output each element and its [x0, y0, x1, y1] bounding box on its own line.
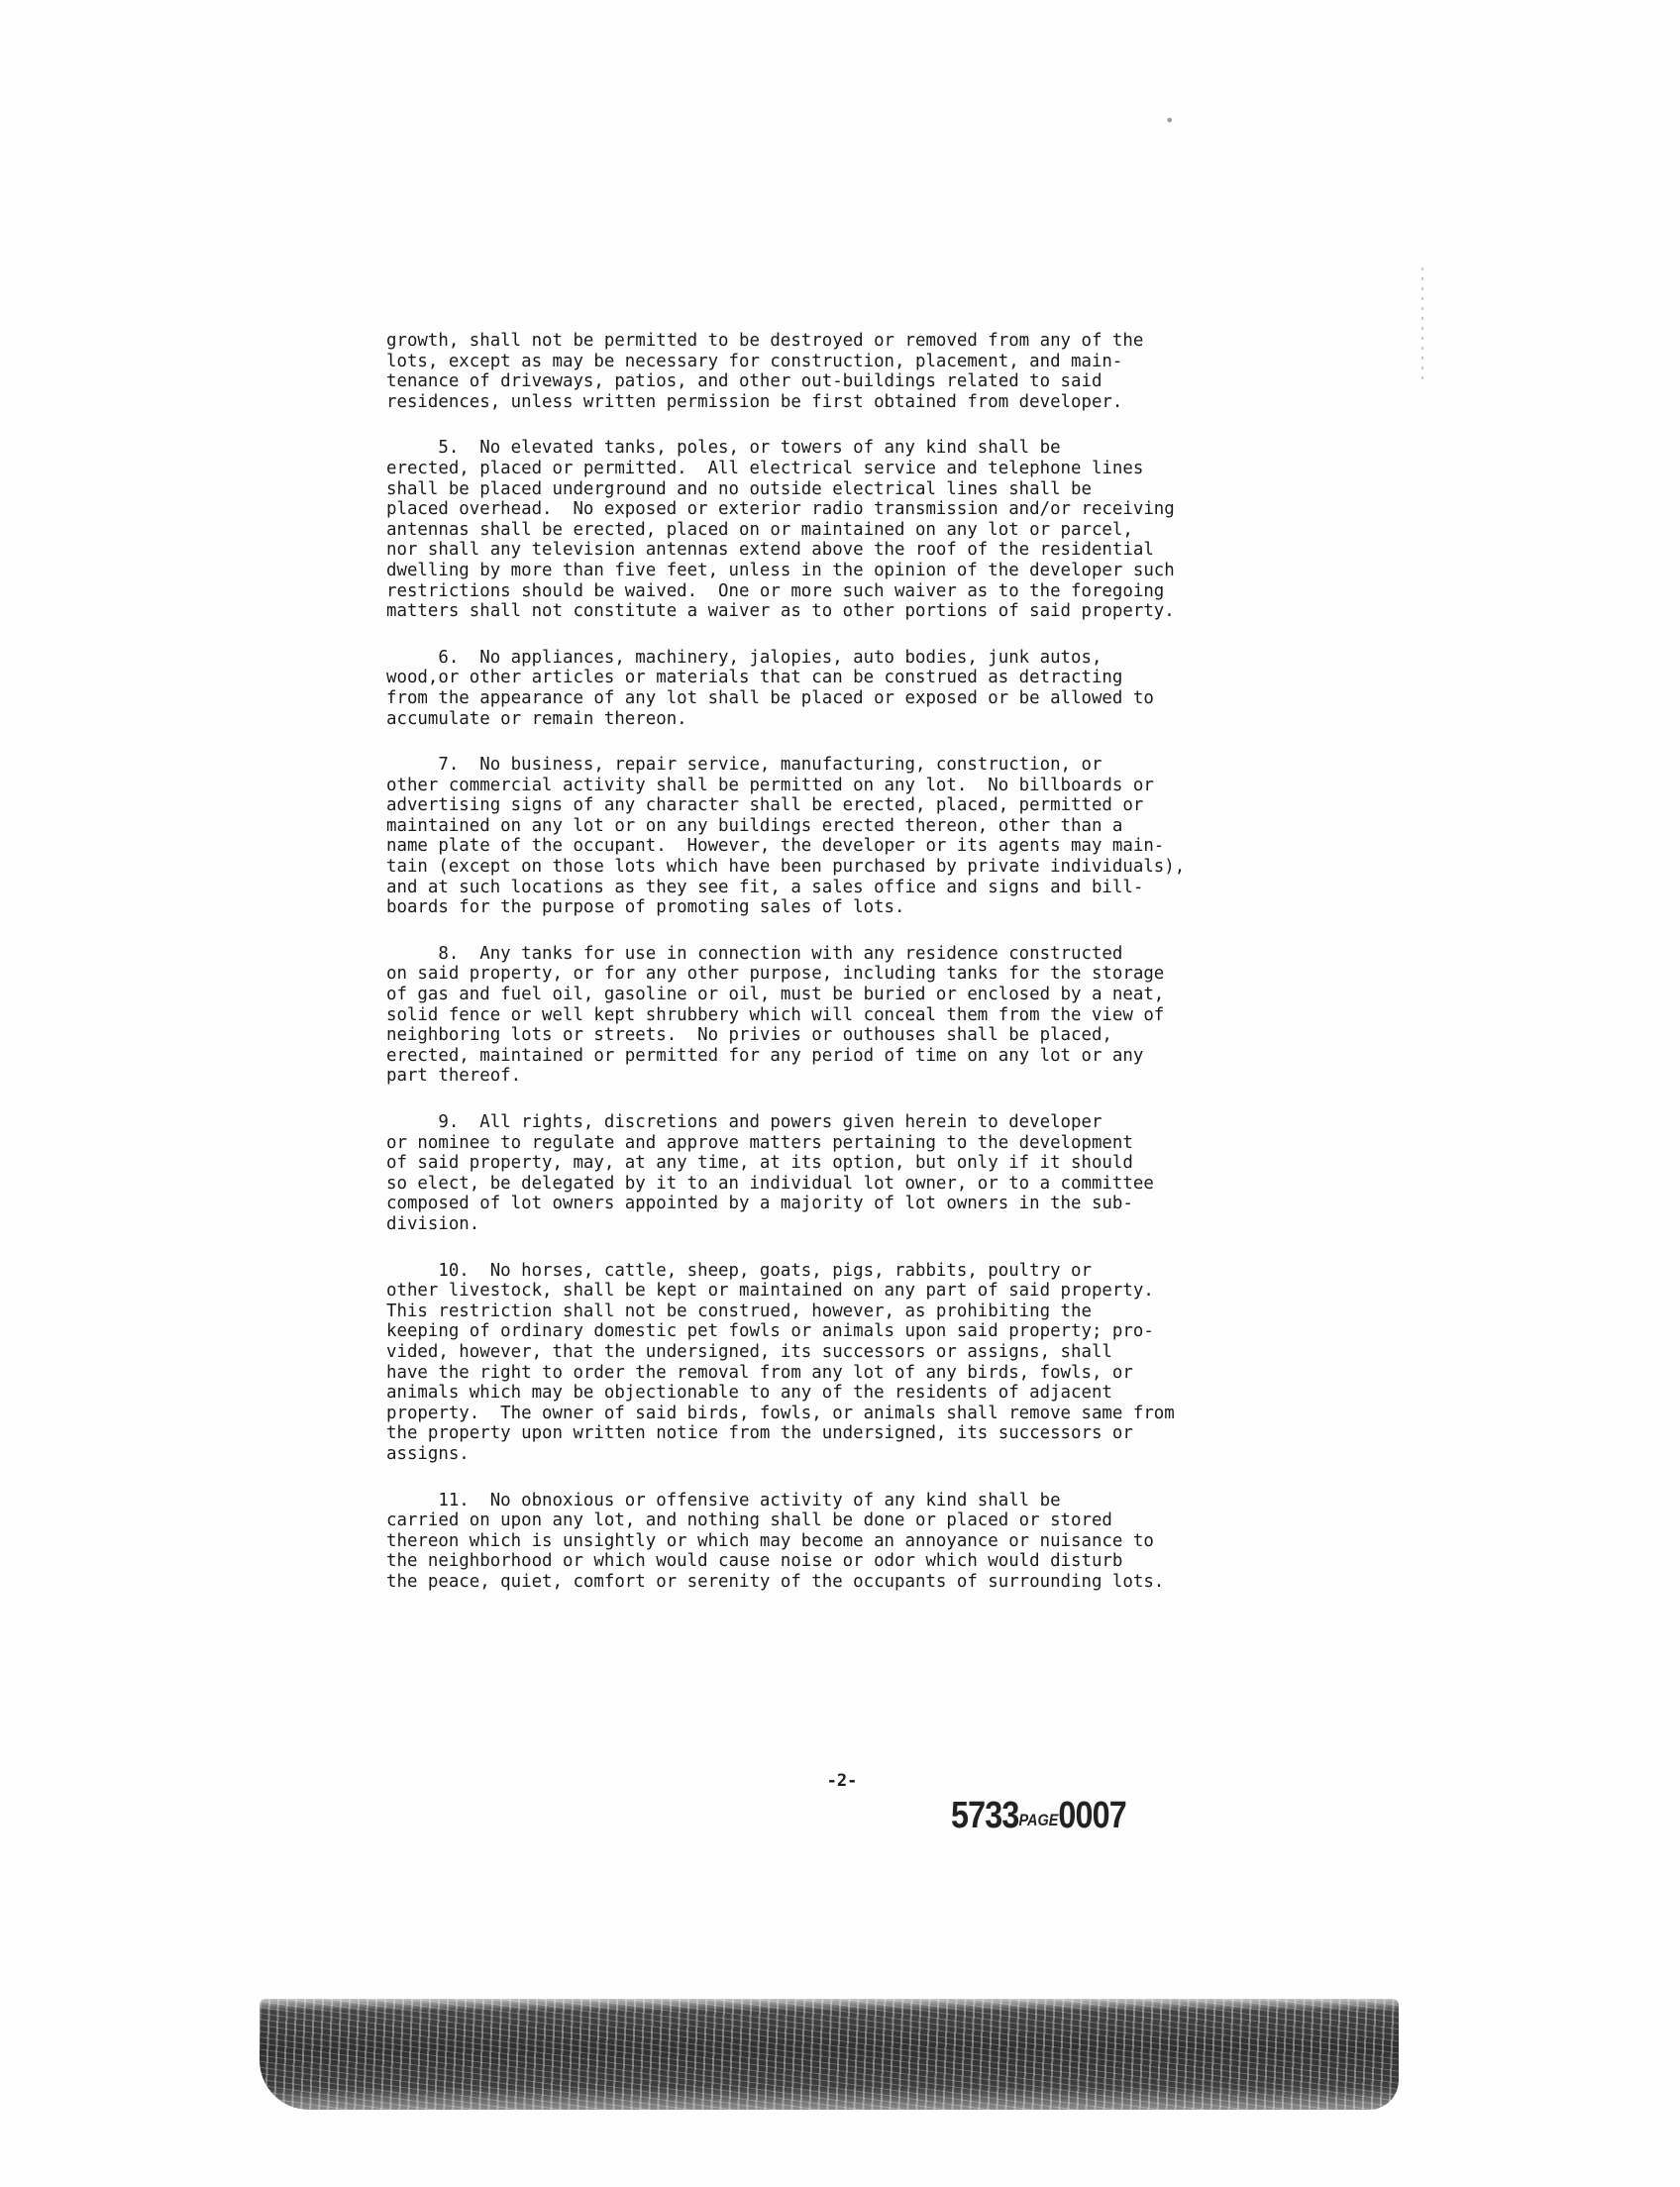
text-line: placed overhead. No exposed or exterior radio transmission and/or receiving: [386, 499, 1175, 520]
text-line: keeping of ordinary domestic pet fowls or animals upon said property; pro-: [386, 1321, 1154, 1342]
text-line: 10. No horses, cattle, sheep, goats, pigs, rabbits, poultry or: [386, 1260, 1092, 1281]
page-number: -2-: [826, 1771, 858, 1791]
text-line: other commercial activity shall be permitted on any lot. No billboards or: [386, 775, 1154, 795]
text-line: tenance of driveways, patios, and other out-buildings related to said: [386, 371, 1102, 392]
paragraph: [386, 755, 1278, 918]
text-line: or nominee to regulate and approve matters pertaining to the development: [386, 1132, 1133, 1153]
text-line: composed of lot owners appointed by a majority of lot owners in the sub-: [386, 1194, 1133, 1214]
text-line: part thereof.: [386, 1066, 522, 1087]
text-line: have the right to order the removal from any lot of any birds, fowls, or: [386, 1362, 1133, 1383]
paragraph: [386, 648, 1278, 729]
text-line: erected, maintained or permitted for any period of time on any lot or any: [386, 1045, 1144, 1066]
scan-smudge-fade: [260, 1993, 1399, 2011]
text-line: the neighborhood or which would cause noise or odor which would disturb: [386, 1551, 1123, 1572]
paragraph: [386, 438, 1278, 621]
text-line: of said property, may, at any time, at its option, but only if it should: [386, 1153, 1133, 1174]
text-line: division.: [386, 1213, 480, 1234]
paragraph: [386, 331, 1278, 412]
text-line: advertising signs of any character shall be erected, placed, permitted or: [386, 795, 1144, 816]
text-line: thereon which is unsightly or which may become an annoyance or nuisance to: [386, 1530, 1154, 1551]
text-line: growth, shall not be permitted to be destroyed or removed from any of the: [386, 331, 1144, 351]
text-line: residences, unless written permission be first obtained from developer.: [386, 391, 1123, 412]
text-line: name plate of the occupant. However, the developer or its agents may main-: [386, 836, 1165, 857]
text-line: from the appearance of any lot shall be placed or exposed or be allowed to: [386, 687, 1154, 708]
text-line: so elect, be delegated by it to an individual lot owner, or to a committee: [386, 1173, 1154, 1194]
scan-edge-marks: [1421, 267, 1423, 386]
text-line: antennas shall be erected, placed on or maintained on any lot or parcel,: [386, 519, 1133, 540]
text-line: restrictions should be waived. One or more such waiver as to the foregoing: [386, 580, 1165, 601]
text-line: This restriction shall not be construed, however, as prohibiting the: [386, 1301, 1092, 1321]
text-line: erected, placed or permitted. All electrical service and telephone lines: [386, 458, 1144, 478]
text-line: on said property, or for any other purpose, including tanks for the storage: [386, 964, 1165, 985]
restrictions-body-text: [386, 331, 1278, 1617]
text-line: other livestock, shall be kept or maintained on any part of said property.: [386, 1281, 1154, 1302]
text-line: wood,or other articles or materials that can be construed as detracting: [386, 668, 1123, 688]
text-line: vided, however, that the undersigned, its successors or assigns, shall: [386, 1341, 1112, 1362]
text-line: carried on upon any lot, and nothing shall be done or placed or stored: [386, 1510, 1112, 1531]
scan-speck: •: [1165, 111, 1175, 130]
text-line: boards for the purpose of promoting sales of lots.: [386, 897, 905, 918]
text-line: property. The owner of said birds, fowls, or animals shall remove same from: [386, 1403, 1175, 1423]
text-line: maintained on any lot or on any buildings erected thereon, other than a: [386, 815, 1123, 836]
text-line: of gas and fuel oil, gasoline or oil, must be buried or enclosed by a neat,: [386, 985, 1165, 1005]
scan-bottom-smudge: [260, 1999, 1399, 2110]
text-line: 8. Any tanks for use in connection with any residence constructed: [386, 943, 1123, 964]
paragraph: [386, 1491, 1278, 1593]
text-line: tain (except on those lots which have been purchased by private individuals),: [386, 857, 1186, 878]
page-word: PAGE: [1018, 1811, 1059, 1829]
text-line: nor shall any television antennas extend above the roof of the residential: [386, 540, 1154, 561]
text-line: lots, except as may be necessary for construction, placement, and main-: [386, 351, 1123, 371]
text-line: the peace, quiet, comfort or serenity of the occupants of surrounding lots.: [386, 1571, 1165, 1592]
text-line: shall be placed underground and no outside electrical lines shall be: [386, 478, 1092, 499]
text-line: animals which may be objectionable to any of the residents of adjacent: [386, 1383, 1112, 1404]
text-line: 6. No appliances, machinery, jalopies, auto bodies, junk autos,: [386, 647, 1102, 668]
text-line: 5. No elevated tanks, poles, or towers of any kind shall be: [386, 438, 1061, 459]
text-line: 11. No obnoxious or offensive activity of any kind shall be: [386, 1490, 1061, 1510]
text-line: neighboring lots or streets. No privies or outhouses shall be placed,: [386, 1025, 1112, 1046]
book-page-number: 0007: [1058, 1795, 1126, 1836]
text-line: accumulate or remain thereon.: [386, 708, 687, 729]
book-number: 5733: [951, 1795, 1019, 1836]
book-page-stamp: [951, 1795, 1126, 1837]
text-line: solid fence or well kept shrubbery which will conceal them from the view of: [386, 1004, 1165, 1025]
paragraph: [386, 1261, 1278, 1465]
text-line: assigns.: [386, 1443, 470, 1464]
text-line: dwelling by more than five feet, unless in the opinion of the developer such: [386, 560, 1175, 580]
text-line: 7. No business, repair service, manufacturing, construction, or: [386, 755, 1102, 776]
text-line: 9. All rights, discretions and powers given herein to developer: [386, 1112, 1102, 1132]
text-line: matters shall not constitute a waiver as to other portions of said property.: [386, 601, 1175, 622]
paragraph: [386, 944, 1278, 1087]
text-line: the property upon written notice from the undersigned, its successors or: [386, 1423, 1133, 1444]
text-line: and at such locations as they see fit, a sales office and signs and bill-: [386, 877, 1144, 897]
paragraph: [386, 1112, 1278, 1235]
